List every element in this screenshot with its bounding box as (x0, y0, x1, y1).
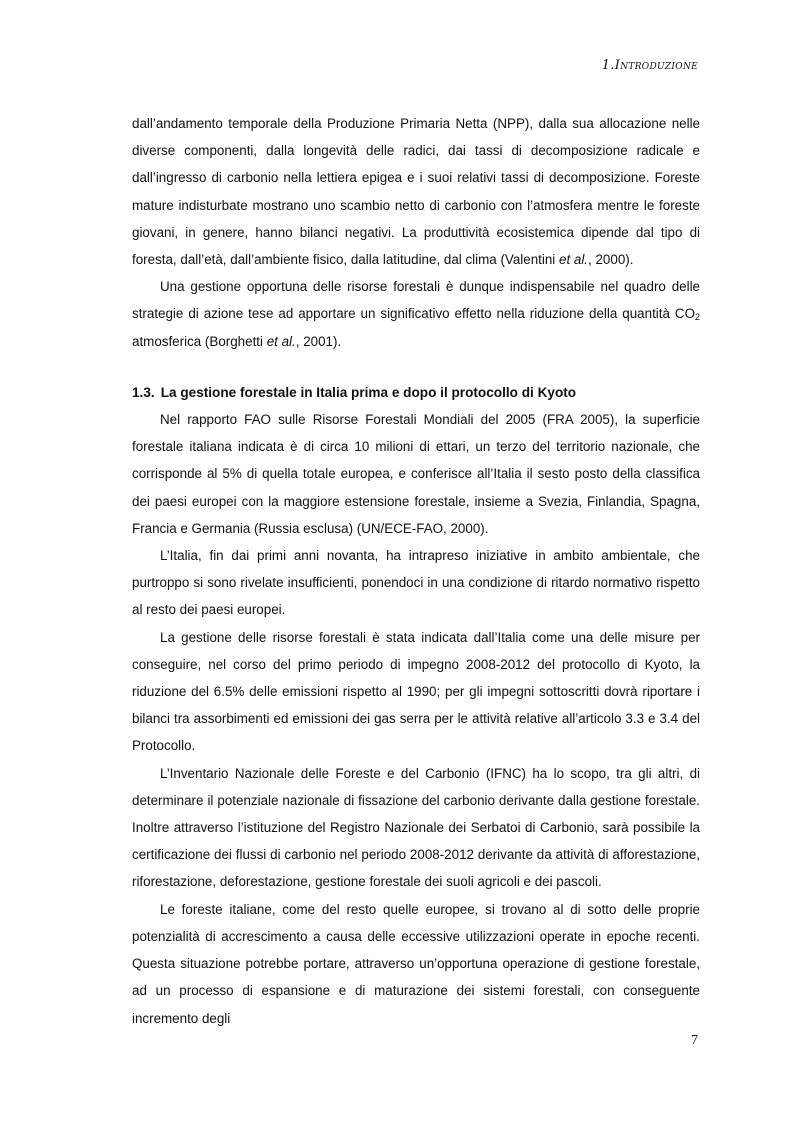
paragraph: dall’andamento temporale della Produzione Primaria Netta (NPP), dalla sua allocazione nelle diverse componenti, dalla longevità delle radici, dai tassi di decomposizione radicale e dall’ingresso di carbonio nella lettiera epigea e i suoi relativi tassi di decomposizione. Foreste mature indisturbate mostrano uno scambio netto di carbonio con l’atmosfera mentre le foreste giovani, in genere, hanno bilanci negativi. La produttività ecosistemica dipende dal tipo di foresta, dall’età, dall’ambiente fisico, dalla latitudine, dal clima (Valentini et al., 2000). (132, 116, 700, 268)
page-number: 7 (691, 1033, 698, 1048)
subscript: 2 (694, 312, 700, 323)
running-header (602, 58, 698, 73)
paragraph: Una gestione opportuna delle risorse forestali è dunque indispensabile nel quadro delle strategie di azione tese ad apportare un significativo effetto nella riduzione della quantità $CO_2$ atmosferica (Borghetti et al., 2001). (132, 279, 700, 349)
section-heading-title: La gestione forestale in Italia prima e dopo il protocollo di Kyoto (160, 384, 577, 400)
paragraph: L’Inventario Nazionale delle Foreste e del Carbonio (IFNC) ha lo scopo, tra gli altri, di determinare il potenziale nazionale di fissazione del carbonio derivante dalla gestione forestale. Inoltre attraverso l’istituzione del Registro Nazionale dei Serbatoi di Carbonio, sarà possibile la certificazione dei flussi di carbonio nel periodo 2008-2012 derivante da attività di afforestazione, riforestazione, deforestazione, gestione forestale dei suoli agricoli e dei pascoli. (132, 765, 700, 890)
paragraph: L’Italia, fin dai primi anni novanta, ha intrapreso iniziative in ambito ambientale, che purtroppo si sono rivelate insufficienti, ponendoci in una condizione di ritardo normativo rispetto al resto dei paesi europei. (132, 548, 700, 618)
paragraph: Le foreste italiane, come del resto quelle europee, si trovano al di sotto delle proprie potenzialità di accrescimento a causa delle eccessive utilizzazioni operate in epoche recenti. Questa situazione potrebbe portare, attraverso un’opportuna operazione di gestione forestale, ad un processo di espansione e di maturazione dei sistemi forestali, con conseguente incremento degli (132, 901, 700, 1026)
section-heading (132, 379, 700, 406)
header-section-number: 1. (601, 58, 615, 73)
et-al: et al. (559, 252, 589, 268)
header-section-title: Introduzione (614, 58, 698, 73)
body-text (132, 110, 700, 1032)
paragraph: Nel rapporto FAO sulle Risorse Forestali Mondiali del 2005 (FRA 2005), la superficie forestale italiana indicata è di circa 10 milioni di ettari, un terzo del territorio nazionale, che corrisponde al 5% di quella totale europea, e conferisce all’Italia il sesto posto della classifica dei paesi europei con la maggiore estensione forestale, insieme a Svezia, Finlandia, Spagna, Francia e Germania (Russia esclusa) (UN/ECE-FAO, 2000). (132, 412, 700, 536)
section-heading-number: 1.3. (132, 384, 155, 400)
paragraph: La gestione delle risorse forestali è stata indicata dall’Italia come una delle misure per conseguire, nel corso del primo periodo di impegno 2008-2012 del protocollo di Kyoto, la riduzione del 6.5% delle emissioni rispetto al 1990; per gli impegni sottoscritti dovrà riportare i bilanci tra assorbimenti ed emissioni dei gas serra per le attività relative all’articolo 3.3 e 3.4 del Protocollo. (132, 629, 700, 754)
et-al: et al. (266, 333, 296, 349)
